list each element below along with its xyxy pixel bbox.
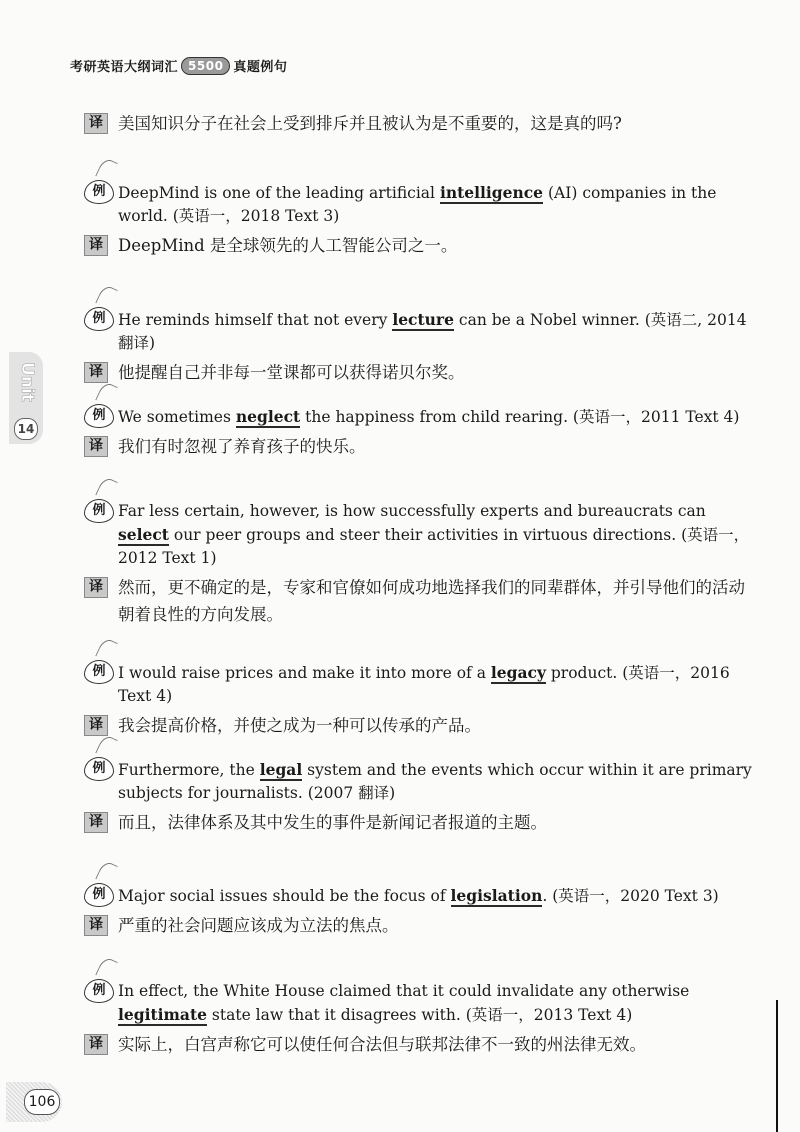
translation-text: 美国知识分子在社会上受到排斥并且被认为是不重要的，这是真的吗? — [118, 114, 622, 133]
example-entry-5 — [84, 661, 756, 739]
example-text-pre: We sometimes — [118, 408, 236, 426]
translation-row — [84, 712, 756, 739]
example-row — [84, 884, 756, 908]
translation-icon: 译 — [84, 577, 108, 598]
example-icon: 例 — [84, 660, 114, 684]
example-row — [84, 500, 756, 570]
example-text-pre: Furthermore, the — [118, 761, 260, 779]
translation-row — [84, 912, 756, 939]
example-text-post: the happiness from child rearing. (英语一，2011 Text 4) — [300, 408, 740, 426]
example-text-post: . (英语一，2020 Text 3) — [542, 887, 719, 905]
unit-label: Unit — [17, 362, 37, 402]
example-entry-7 — [84, 884, 756, 939]
translation-row — [84, 433, 756, 460]
translation-icon: 译 — [84, 235, 108, 256]
example-text-pre: I would raise prices and make it into more of a — [118, 664, 491, 682]
keyword: lecture — [392, 310, 454, 329]
translation-text: 他提醒自己并非每一堂课都可以获得诺贝尔奖。 — [118, 363, 465, 382]
unit-number: 14 — [14, 418, 38, 440]
example-entry-0 — [84, 110, 756, 137]
example-text-pre: DeepMind is one of the leading artificial — [118, 184, 440, 202]
example-text-post: product. (英语一，2016 Text 4) — [118, 664, 730, 705]
example-entry-4 — [84, 500, 756, 628]
example-entry-6 — [84, 758, 756, 836]
translation-row — [84, 110, 756, 137]
margin-rule — [776, 1000, 778, 1132]
example-icon: 例 — [84, 757, 114, 781]
example-row — [84, 980, 756, 1027]
header-subtitle: 真题例句 — [233, 60, 288, 75]
example-entry-1 — [84, 181, 756, 259]
example-icon: 例 — [84, 979, 114, 1003]
example-entry-3 — [84, 405, 756, 460]
keyword: legitimate — [118, 1005, 207, 1024]
translation-text: 严重的社会问题应该成为立法的焦点。 — [118, 916, 399, 935]
example-text-pre: In effect, the White House claimed that it could invalidate any otherwise — [118, 982, 690, 1000]
translation-row — [84, 359, 756, 386]
example-entry-8 — [84, 980, 756, 1058]
translation-icon: 译 — [84, 436, 108, 457]
translation-text: 我会提高价格，并使之成为一种可以传承的产品。 — [118, 716, 481, 735]
example-row — [84, 758, 756, 805]
translation-text: 然而，更不确定的是，专家和官僚如何成功地选择我们的同辈群体，并引导他们的活动朝着良性的方向发展。 — [118, 578, 745, 624]
example-icon: 例 — [84, 404, 114, 428]
example-text-pre: Major social issues should be the focus of — [118, 887, 451, 905]
example-row — [84, 181, 756, 228]
translation-icon: 译 — [84, 812, 108, 833]
example-text-pre: Far less certain, however, is how successfully experts and bureaucrats can — [118, 502, 706, 520]
example-row — [84, 661, 756, 708]
example-text-pre: He reminds himself that not every — [118, 311, 393, 329]
header-badge: 5500 — [181, 57, 230, 75]
example-entry-2 — [84, 308, 756, 386]
translation-row — [84, 232, 756, 259]
page-number-tab — [6, 1082, 62, 1122]
translation-icon: 译 — [84, 362, 108, 383]
keyword: legal — [259, 760, 303, 779]
example-row — [84, 405, 756, 429]
page-number: 106 — [24, 1089, 60, 1115]
translation-text: 我们有时忽视了养育孩子的快乐。 — [118, 437, 366, 456]
example-text-post: (AI) companies in the world. (英语一，2018 Text 3) — [118, 184, 717, 225]
example-icon: 例 — [84, 307, 114, 331]
translation-row — [84, 1031, 756, 1058]
translation-text: 而且，法律体系及其中发生的事件是新闻记者报道的主题。 — [118, 813, 547, 832]
running-header — [70, 56, 287, 75]
example-icon: 例 — [84, 499, 114, 523]
example-text-post: system and the events which occur within it are primary subjects for journalists. (2007 翻译) — [118, 761, 752, 802]
translation-icon: 译 — [84, 113, 108, 134]
header-book-title: 考研英语大纲词汇 — [70, 60, 179, 75]
keyword: legislation — [450, 886, 543, 905]
keyword: intelligence — [439, 183, 544, 202]
keyword: select — [118, 525, 169, 544]
translation-icon: 译 — [84, 915, 108, 936]
translation-icon: 译 — [84, 715, 108, 736]
translation-text: DeepMind 是全球领先的人工智能公司之一。 — [118, 236, 458, 255]
example-text-post: state law that it disagrees with. (英语一，2013 Text 4) — [207, 1006, 633, 1024]
example-icon: 例 — [84, 180, 114, 204]
keyword: neglect — [235, 407, 301, 426]
example-row — [84, 308, 756, 355]
translation-row — [84, 809, 756, 836]
unit-side-tab — [9, 352, 43, 444]
example-text-post: can be a Nobel winner. (英语二, 2014 翻译) — [118, 311, 747, 352]
example-text-post: our peer groups and steer their activities in virtuous directions. (英语一，2012 Text 1) — [118, 526, 750, 567]
example-icon: 例 — [84, 883, 114, 907]
translation-row — [84, 574, 756, 628]
translation-text: 实际上，白宫声称它可以使任何合法但与联邦法律不一致的州法律无效。 — [118, 1035, 646, 1054]
keyword: legacy — [490, 663, 546, 682]
translation-icon: 译 — [84, 1034, 108, 1055]
